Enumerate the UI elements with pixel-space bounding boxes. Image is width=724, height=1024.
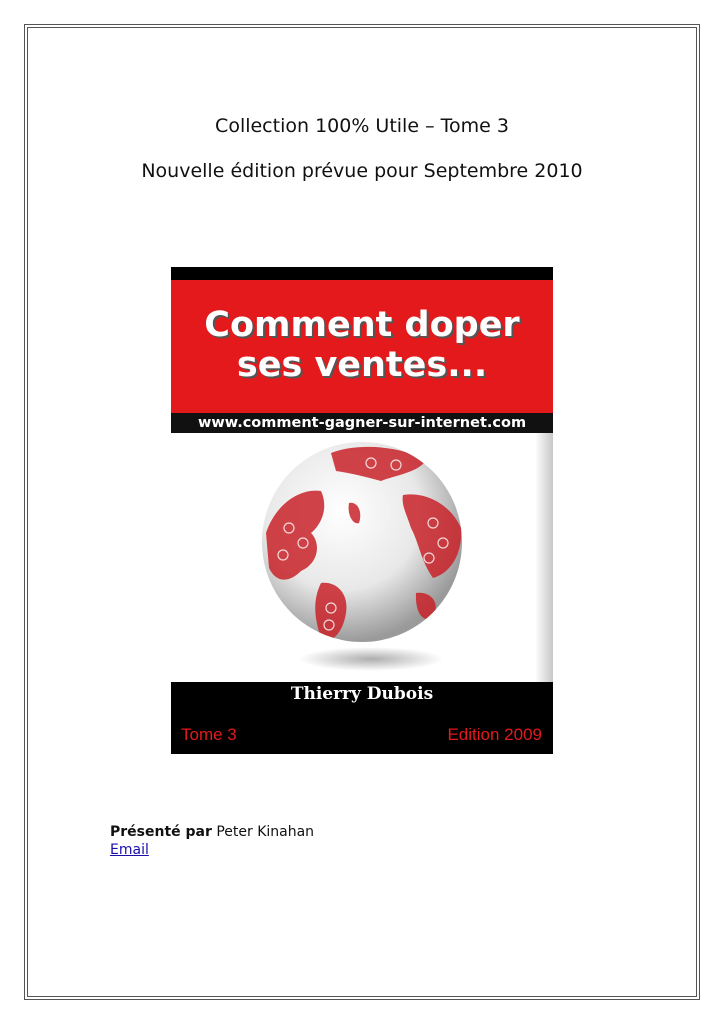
cover-url: www.comment-gagner-sur-internet.com bbox=[197, 415, 527, 431]
presented-label: Présenté par bbox=[110, 824, 212, 840]
cover-edition: Edition 2009 bbox=[447, 725, 542, 744]
email-link[interactable]: Email bbox=[110, 842, 149, 858]
collection-title: Collection 100% Utile – Tome 3 bbox=[215, 115, 509, 137]
globe-icon bbox=[171, 433, 553, 682]
cover-author: Thierry Dubois bbox=[290, 684, 434, 704]
presenter-name: Peter Kinahan bbox=[216, 824, 315, 840]
cover-tome: Tome 3 bbox=[181, 725, 237, 744]
cover-globe-area bbox=[171, 433, 553, 682]
edition-note: Nouvelle édition prévue pour Septembre 2010 bbox=[141, 160, 583, 182]
presented-by bbox=[110, 824, 314, 840]
cover-title bbox=[171, 305, 553, 385]
cover-title-line1: Comment doper bbox=[204, 305, 520, 345]
book-cover-image bbox=[171, 267, 553, 754]
cover-title-line2: ses ventes... bbox=[236, 345, 488, 385]
cover-top-bar bbox=[171, 267, 553, 280]
